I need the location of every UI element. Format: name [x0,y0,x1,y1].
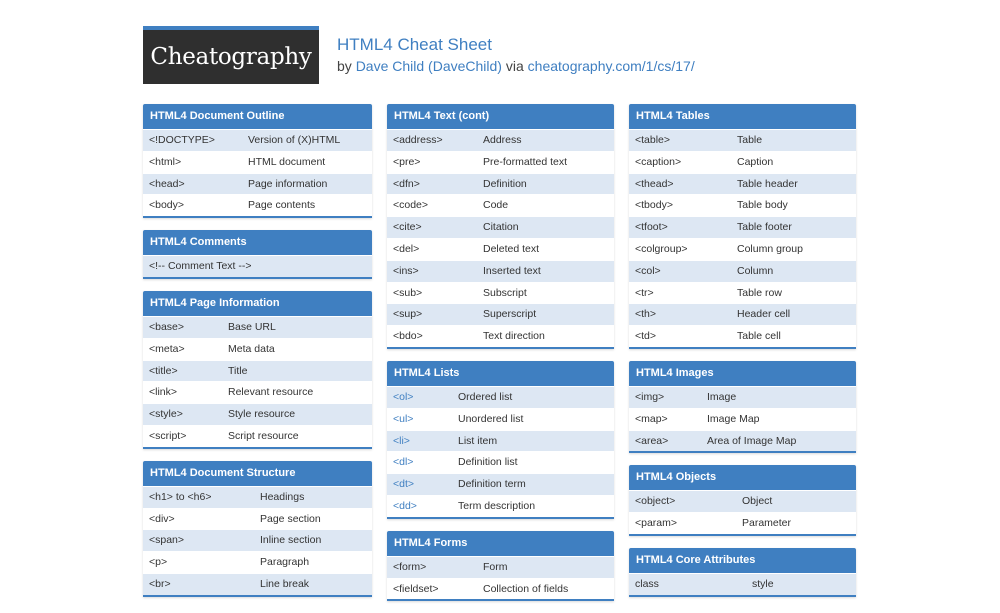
row-key: <param> [635,517,678,530]
row-key: <map> [635,412,668,425]
section-title: HTML4 Document Structure [143,461,372,486]
table-row [143,425,372,447]
row-value: Form [483,560,508,573]
cheat-section [629,465,856,536]
row-key: <dl> [393,456,414,469]
via-label: via [505,58,524,74]
row-value: Table header [737,177,798,190]
table-row [387,216,614,238]
table-row [143,129,372,151]
table-row [387,325,614,347]
row-value: Image [707,390,737,403]
column-1 [143,104,372,609]
row-key: <ins> [393,264,419,277]
row-value: Headings [260,490,305,503]
row-key: <img> [635,390,665,403]
section-title: HTML4 Text (cont) [387,104,614,129]
row-value: Subscript [483,286,527,299]
row-key: <address> [393,134,443,146]
cheat-section [143,291,372,449]
row-value: Collection of fields [483,582,569,595]
row-key: <!-- Comment Text --> [149,260,252,273]
row-key: <table> [635,134,671,146]
row-value: Relevant resource [228,386,314,399]
table-row [387,408,614,430]
table-row [387,238,614,260]
by-label: by [337,58,352,74]
row-value: Inserted text [483,264,541,277]
table-row [629,512,856,534]
row-key: class [635,577,659,590]
row-key: <form> [393,560,427,573]
row-key: <h1> to <h6> [149,490,212,503]
table-row [143,151,372,173]
section-title: HTML4 Comments [143,230,372,255]
row-value: Table body [737,199,788,212]
row-key: <span> [149,534,185,547]
row-value: Base URL [228,320,276,333]
row-key: <base> [149,320,185,333]
row-key: <tfoot> [635,221,668,234]
row-key: <th> [635,308,657,321]
table-row [143,316,372,338]
table-row [629,386,856,408]
table-row [143,381,372,403]
section-title: HTML4 Forms [387,531,614,556]
cheat-section [629,104,856,349]
row-key: <colgroup> [635,242,688,255]
table-row [629,303,856,325]
row-value: Text direction [483,330,545,343]
table-row [387,282,614,304]
row-value: Superscript [483,308,537,321]
row-value: Table cell [737,330,781,343]
row-value: Table footer [737,221,792,234]
row-key: <link> [149,386,178,399]
section-title: HTML4 Page Information [143,291,372,316]
table-row [387,194,614,216]
row-key: <dt> [393,478,415,491]
row-value: Version of (X)HTML [248,134,341,146]
table-row [143,173,372,195]
row-key: <cite> [393,221,422,234]
table-row [629,129,856,151]
section-title: HTML4 Document Outline [143,104,372,129]
row-value: Definition list [458,456,518,469]
table-row [387,151,614,173]
section-title: HTML4 Core Attributes [629,548,856,573]
row-value: Table [737,134,763,146]
table-row [143,529,372,551]
table-row [387,451,614,473]
row-value: Page information [248,177,328,190]
row-value: Definition term [458,478,526,491]
row-value: Column group [737,242,803,255]
row-key: <meta> [149,342,185,355]
row-key: <div> [149,512,175,525]
row-key: <ol> [393,390,414,403]
row-key: <dfn> [393,177,420,190]
row-value: Caption [737,155,774,168]
table-row [387,556,614,578]
row-key: <bdo> [393,330,423,343]
table-row [143,508,372,530]
table-row [387,473,614,495]
row-key: <area> [635,434,669,447]
row-key: <del> [393,242,420,255]
row-key: <td> [635,330,657,343]
row-key: <sup> [393,308,423,321]
cheat-section [387,361,614,519]
table-row [629,173,856,195]
row-key: <caption> [635,155,682,168]
section-title: HTML4 Tables [629,104,856,129]
row-key: <!DOCTYPE> [149,134,215,146]
cheat-section [387,531,614,602]
table-row [143,551,372,573]
table-row [629,282,856,304]
table-row [629,216,856,238]
table-row [629,325,856,347]
row-key: <head> [149,177,185,190]
cheat-section [629,548,856,597]
row-value: Inline section [260,534,322,547]
row-value: Code [483,199,509,212]
url-link[interactable]: cheatography.com/1/cs/17/ [527,58,695,74]
table-row [387,578,614,600]
table-row [387,129,614,151]
table-row [387,386,614,408]
table-row [629,408,856,430]
table-row [143,573,372,595]
row-value: Pre-formatted text [483,155,568,168]
table-row [143,486,372,508]
row-key: <thead> [635,177,674,190]
row-key: <dd> [393,499,417,512]
row-value: Script resource [228,429,299,442]
table-row [629,238,856,260]
column-2 [387,104,614,613]
table-row [143,255,372,277]
row-value: HTML document [248,155,326,168]
row-value: Definition [483,177,527,190]
row-value: style [752,577,774,590]
row-value: Page contents [248,199,316,212]
row-value: Ordered list [458,390,513,403]
table-row [143,360,372,382]
row-key: <p> [149,556,168,569]
row-value: Citation [483,221,519,234]
row-value: Area of Image Map [707,434,797,447]
table-row [629,573,856,595]
row-key: <script> [149,429,187,442]
row-key: <br> [149,577,171,590]
row-value: Header cell [737,308,791,321]
cheat-section [143,104,372,218]
row-key: <li> [393,434,410,447]
table-row [387,173,614,195]
row-value: Address [483,134,522,146]
table-row [387,495,614,517]
page-title: HTML4 Cheat Sheet [337,35,492,54]
table-row [629,194,856,216]
table-row [387,303,614,325]
row-value: Page section [260,512,321,525]
cheat-section [143,461,372,597]
row-key: <fieldset> [393,582,439,595]
row-key: <sub> [393,286,423,299]
row-key: <style> [149,408,183,421]
row-key: <ul> [393,412,414,425]
row-value: Object [742,495,773,508]
cheatography-logo[interactable]: Cheatography [143,26,319,84]
row-value: Title [228,364,248,377]
row-key: <pre> [393,155,421,168]
cheat-section [387,104,614,349]
row-key: <col> [635,264,661,277]
section-title: HTML4 Objects [629,465,856,490]
table-row [629,430,856,452]
row-value: Column [737,264,774,277]
table-row [143,194,372,216]
column-3 [629,104,856,609]
table-row [387,430,614,452]
byline [337,58,695,74]
row-value: Term description [458,499,536,512]
row-value: Image Map [707,412,760,425]
row-key: <object> [635,495,676,508]
row-key: <code> [393,199,429,212]
row-value: Table row [737,286,782,299]
row-value: Paragraph [260,556,310,569]
row-key: <tbody> [635,199,673,212]
row-value: Deleted text [483,242,540,255]
row-value: List item [458,434,498,447]
row-value: Unordered list [458,412,524,425]
cheat-section [143,230,372,279]
cheat-section [629,361,856,453]
row-key: <body> [149,199,185,212]
author-link[interactable]: Dave Child (DaveChild) [355,58,502,74]
row-key: <html> [149,155,182,168]
row-value: Parameter [742,517,792,530]
row-value: Meta data [228,342,275,355]
row-value: Style resource [228,408,296,421]
table-row [387,260,614,282]
table-row [629,151,856,173]
table-row [143,338,372,360]
section-title: HTML4 Lists [387,361,614,386]
table-row [629,490,856,512]
table-row [143,403,372,425]
row-key: <title> [149,364,178,377]
section-title: HTML4 Images [629,361,856,386]
table-row [629,260,856,282]
row-value: Line break [260,577,310,590]
row-key: <tr> [635,286,654,299]
